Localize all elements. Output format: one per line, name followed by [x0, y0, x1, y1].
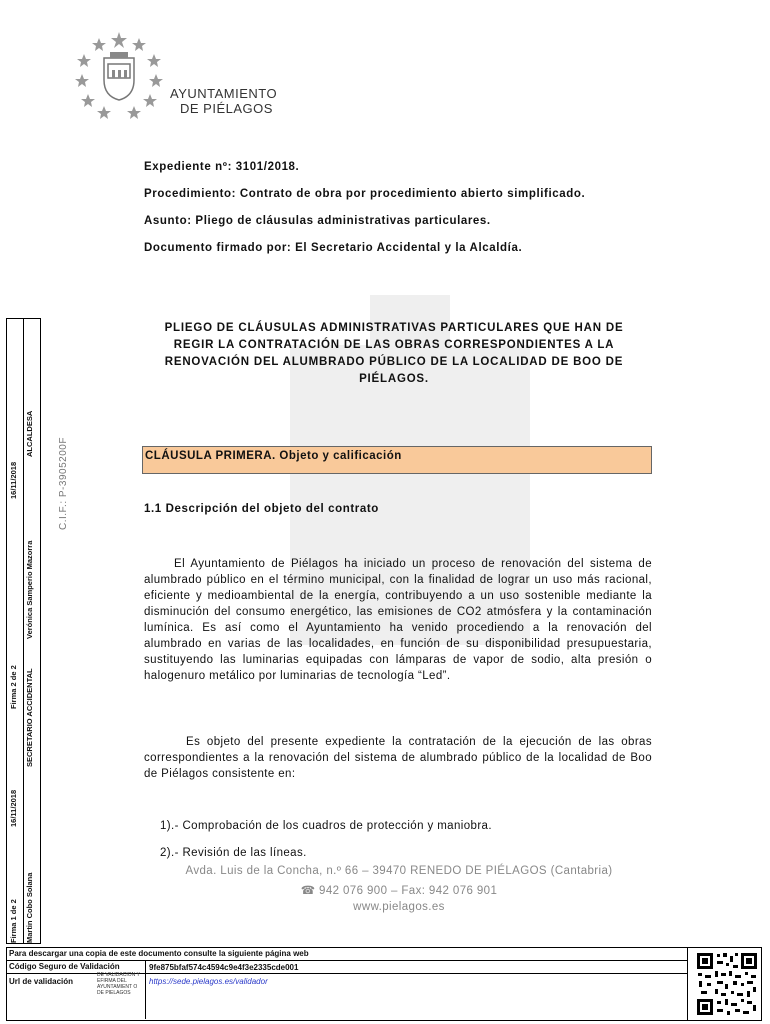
qr-code-icon[interactable]: [695, 951, 759, 1017]
url-label: Url de validación: [9, 977, 74, 986]
clause-heading: CLÁUSULA PRIMERA. Objeto y calificación: [142, 446, 652, 474]
paragraph-1-text: El Ayuntamiento de Piélagos ha iniciado un proceso de renovación del sistema de alumbrado público en el término municipal, con la finalidad de lograr un uso más racional, eficiente y medioambiental de la energía, contribuyendo a un uso sostenible mediante la disminución del consumo energético, las emisiones de CO2 atmósfera y la contaminación lumínica. Es así como el Ayuntamiento ha venido procediendo a la renovación del alumbrado en varias de las localidades, en función de su disponibilidad presupuestaria, sustituyendo las luminarias equipadas con lámparas de vapor de sodio, alta presión o halogenuro metálico por luminarias de tecnología “Led”.: [144, 558, 652, 682]
firma1-name: Martin Cobo Solana: [25, 872, 34, 943]
validation-box: [6, 947, 762, 1021]
firma2-label: Firma 2 de 2: [9, 665, 18, 709]
validation-divider: [145, 961, 146, 1019]
download-text: Para descargar una copia de este documento consulte la siguiente página web: [7, 948, 687, 961]
signed-by: Documento firmado por: El Secretario Accidental y la Alcaldía.: [144, 242, 523, 254]
firma2-role: ALCALDESA: [25, 410, 34, 457]
list-item: 1).- Comprobación de los cuadros de protección y maniobra.: [160, 820, 492, 832]
footer-web[interactable]: www.pielagos.es: [353, 901, 445, 913]
signature-strip: [6, 318, 41, 944]
expediente-number: Expediente nº: 3101/2018.: [144, 161, 300, 173]
organization-name: [170, 86, 277, 116]
firma2-name: Verónica Samperio Mazorra: [25, 540, 34, 639]
paragraph-2-text: Es objeto del presente expediente la contratación de la ejecución de las obras correspondientes a la renovación del sistema de alumbrado público de la localidad de Boo de Piélagos consistente en:: [144, 736, 652, 780]
validation-code: 9fe875bfaf574c4594c9e4f3e2335cde001: [149, 963, 299, 972]
code-label: Código Seguro de Validación: [7, 961, 687, 974]
coat-of-arms-stars-icon: [74, 30, 164, 120]
cif-number: C.I.F.: P-3905200F: [58, 437, 69, 530]
asunto: Asunto: Pliego de cláusulas administrativas particulares.: [144, 215, 491, 227]
firma1-label: Firma 1 de 2: [9, 899, 18, 943]
org-line-2: DE PIÉLAGOS: [180, 101, 273, 116]
paragraph-1: [144, 556, 652, 684]
qr-divider: [687, 948, 688, 1020]
paragraph-2: [144, 734, 652, 782]
section-subheading: 1.1 Descripción del objeto del contrato: [144, 503, 379, 515]
procedimiento: Procedimiento: Contrato de obra por procedimiento abierto simplificado.: [144, 188, 586, 200]
signature-col-names: [23, 319, 39, 943]
org-line-1: AYUNTAMIENTO: [170, 86, 278, 101]
footer-phone: ☎ 942 076 900 – Fax: 942 076 901: [300, 885, 498, 897]
signature-col-labels: [7, 319, 24, 943]
document-metadata: [144, 160, 704, 268]
list-item: 2).- Revisión de las líneas.: [160, 847, 307, 859]
firma1-role: SECRETARIO ACCIDENTAL: [25, 668, 34, 767]
firma2-date: 16/11/2018: [9, 461, 18, 499]
validation-url-link[interactable]: https://sede.pielagos.es/validador: [149, 977, 268, 986]
firma1-date: 16/11/2018: [9, 789, 18, 827]
document-title: PLIEGO DE CLÁUSULAS ADMINISTRATIVAS PARTICULARES QUE HAN DE REGIR LA CONTRATACIÓN DE LAS OBRAS CORRESPONDIENTES A LA RENOVACIÓN DEL ALUMBRADO PÚBLICO DE LA LOCALIDAD DE BOO DE PIÉLAGOS.: [164, 322, 624, 385]
seal-text: DE VALIDACION Y EFIRMA DEL AYUNTAMIENT O DE PIELAGOS: [97, 972, 140, 996]
footer-address: Avda. Luis de la Concha, n.º 66 – 39470 RENEDO DE PIÉLAGOS (Cantabria): [185, 865, 613, 877]
